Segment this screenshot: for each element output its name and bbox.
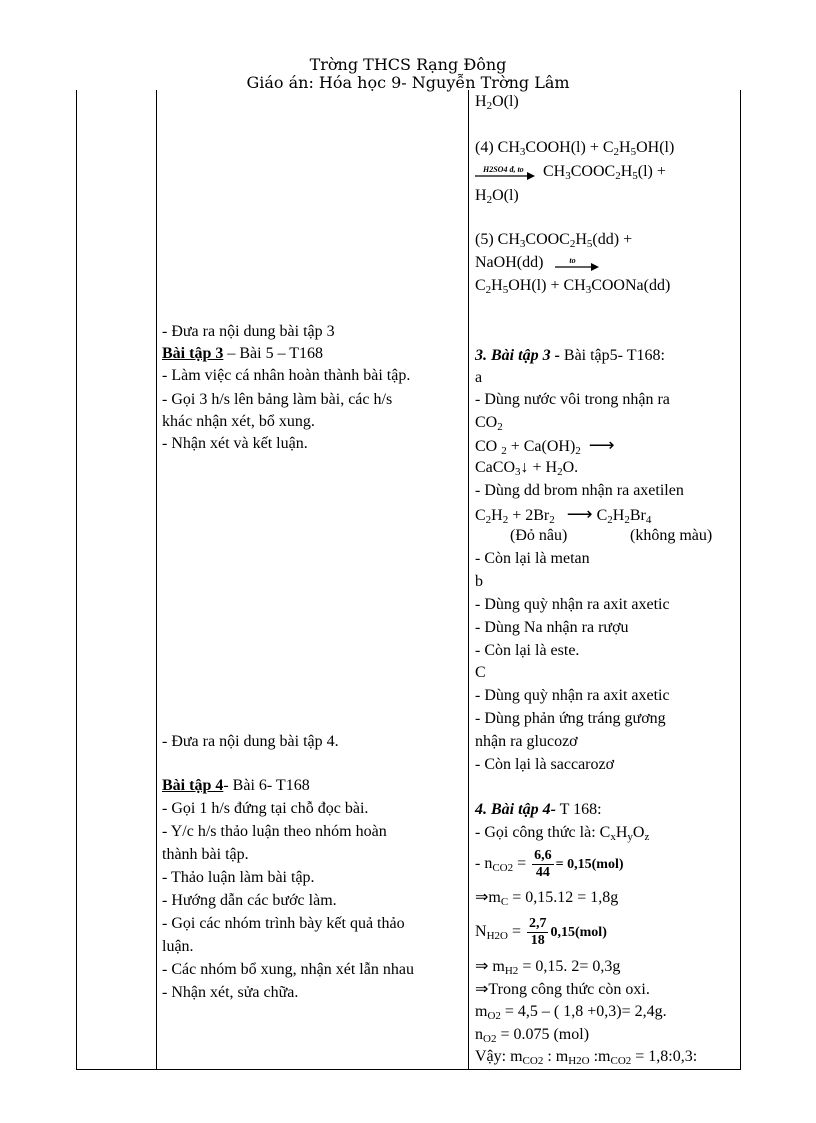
header-lesson-plan: Giáo án: Hóa học 9- Nguyễn Trờng Lâm — [246, 73, 570, 92]
right-line: Vậy: $m_{CO2}$ : $m_{H2O}$ $:m_{CO2}$ = 1,8:0,3: — [475, 1048, 698, 1067]
left-line: - Nhận xét và kết luận. — [162, 435, 308, 452]
right-line: nhận ra glucozơ — [475, 733, 578, 750]
right-line: - Dùng quỳ nhận ra axit axetic — [475, 687, 670, 704]
right-line: $m_{O2} = 4,5$ – ( 1,8 +0,3)= 2,4g. — [475, 1003, 667, 1022]
left-line: - Đưa ra nội dung bài tập 3 — [162, 323, 335, 340]
right-line: (không màu) — [630, 527, 713, 544]
fraction: $\frac{6,6}{44}$ — [534, 848, 552, 880]
equation-line: $H_2O(l)$ — [475, 187, 519, 206]
left-line: - Gọi 1 h/s đứng tại chỗ đọc bài. — [162, 800, 369, 817]
left-line: - Đưa ra nội dung bài tập 4. — [162, 733, 339, 750]
left-line: - Các nhóm bổ xung, nhận xét lẫn nhau — [162, 961, 414, 978]
right-line: $C_2H_2 + 2Br_2$ ⟶ $C_2H_2Br_4$ — [475, 504, 652, 526]
table-border-col2 — [468, 90, 469, 1070]
right-line: - Còn lại là este. — [475, 642, 580, 659]
left-line: - Gọi các nhóm trình bày kết quả thảo — [162, 915, 405, 932]
exercise-4-answer-title: 4. Bài tập 4- T 168: — [475, 801, 602, 818]
table-border-col1 — [156, 90, 157, 1070]
right-line: - Dùng Na nhận ra rượu — [475, 619, 629, 636]
right-line: - Dùng quỳ nhận ra axit axetic — [475, 596, 670, 613]
reaction-arrow: to — [555, 255, 599, 271]
moles-co2: - $n_{CO2}$ = $\frac{6,6}{44}$ = 0,15(mol) — [475, 848, 624, 880]
exercise-4-heading: Bài tập 4- Bài 6- T168 — [162, 777, 310, 794]
left-line: - Gọi 3 h/s lên bảng làm bài, các h/s — [162, 391, 393, 408]
left-line: thành bài tập. — [162, 846, 249, 863]
right-line: (Đỏ nâu) — [510, 527, 568, 544]
right-line: C — [475, 664, 486, 681]
right-line: - Gọi công thức là: $C_xH_yO_z$ — [475, 824, 650, 843]
table-border-right — [740, 90, 741, 1070]
reaction-arrow: H2SO4 đ, to — [475, 164, 535, 180]
right-line: - Dùng dd brom nhận ra axetilen — [475, 482, 684, 499]
equation-5: (5) $CH_3COOC_2H_5(dd)$ + — [475, 231, 633, 250]
right-line: b — [475, 573, 483, 590]
left-line: luận. — [162, 938, 194, 955]
equation-5-product: $C_2H_5OH(l)$ + $CH_3COONa(dd)$ — [475, 277, 671, 296]
equation-line: $H_2O(l)$ — [475, 93, 519, 112]
left-line: - Nhận xét, sửa chữa. — [162, 984, 299, 1001]
left-line: - Y/c h/s thảo luận theo nhóm hoàn — [162, 823, 387, 840]
header-school: Trờng THCS Rạng Đông — [309, 55, 507, 74]
moles-h2o: $N_{H2O}$ = $\frac{2,7}{18}$ 0,15(mol) — [475, 916, 607, 948]
right-line: - Dùng phản ứng tráng gương — [475, 710, 666, 727]
equation-4: (4) $CH_3COOH(l) + C_2H_5OH(l)$ — [475, 139, 675, 158]
right-line: $n_{O2} = 0.075$ (mol) — [475, 1026, 590, 1045]
right-line: a — [475, 369, 483, 386]
right-line: ⇒Trong công thức còn oxi. — [475, 981, 650, 998]
right-line: - Còn lại là saccarozơ — [475, 756, 615, 773]
right-line: $CO_2$ — [475, 414, 503, 433]
left-line: - Thảo luận làm bài tập. — [162, 869, 315, 886]
right-line: $\Rightarrow m_C = 0,15.12 = 1,8g$ — [475, 889, 619, 908]
exercise-3-heading: Bài tập 3 – Bài 5 – T168 — [162, 345, 324, 362]
right-line: - Dùng nước vôi trong nhận ra — [475, 391, 670, 408]
table-border-left — [76, 90, 77, 1070]
right-line: CaCO$_3$↓ + $H_2O$. — [475, 459, 579, 478]
fraction: $\frac{2,7}{18}$ — [528, 916, 547, 948]
left-line: - Hướng dẫn các bước làm. — [162, 892, 337, 909]
right-line: ⇒ $m_{H2} = 0,15$. 2= 0,3g — [475, 958, 621, 977]
right-line: CO $_2 + Ca(OH)_2$ ⟶ — [475, 435, 615, 457]
left-line: - Làm việc cá nhân hoàn thành bài tập. — [162, 367, 411, 384]
equation-5-cont: NaOH(dd) to — [475, 253, 599, 273]
left-line: khác nhận xét, bổ xung. — [162, 413, 315, 430]
right-line: - Còn lại là metan — [475, 550, 590, 567]
exercise-3-answer-title: 3. Bài tập 3 - Bài tập5- T168: — [475, 347, 665, 364]
equation-4-cont: H2SO4 đ, to $CH_3COOC_2H_5(l)$ + — [475, 162, 666, 182]
table-border-bottom — [76, 1069, 740, 1070]
